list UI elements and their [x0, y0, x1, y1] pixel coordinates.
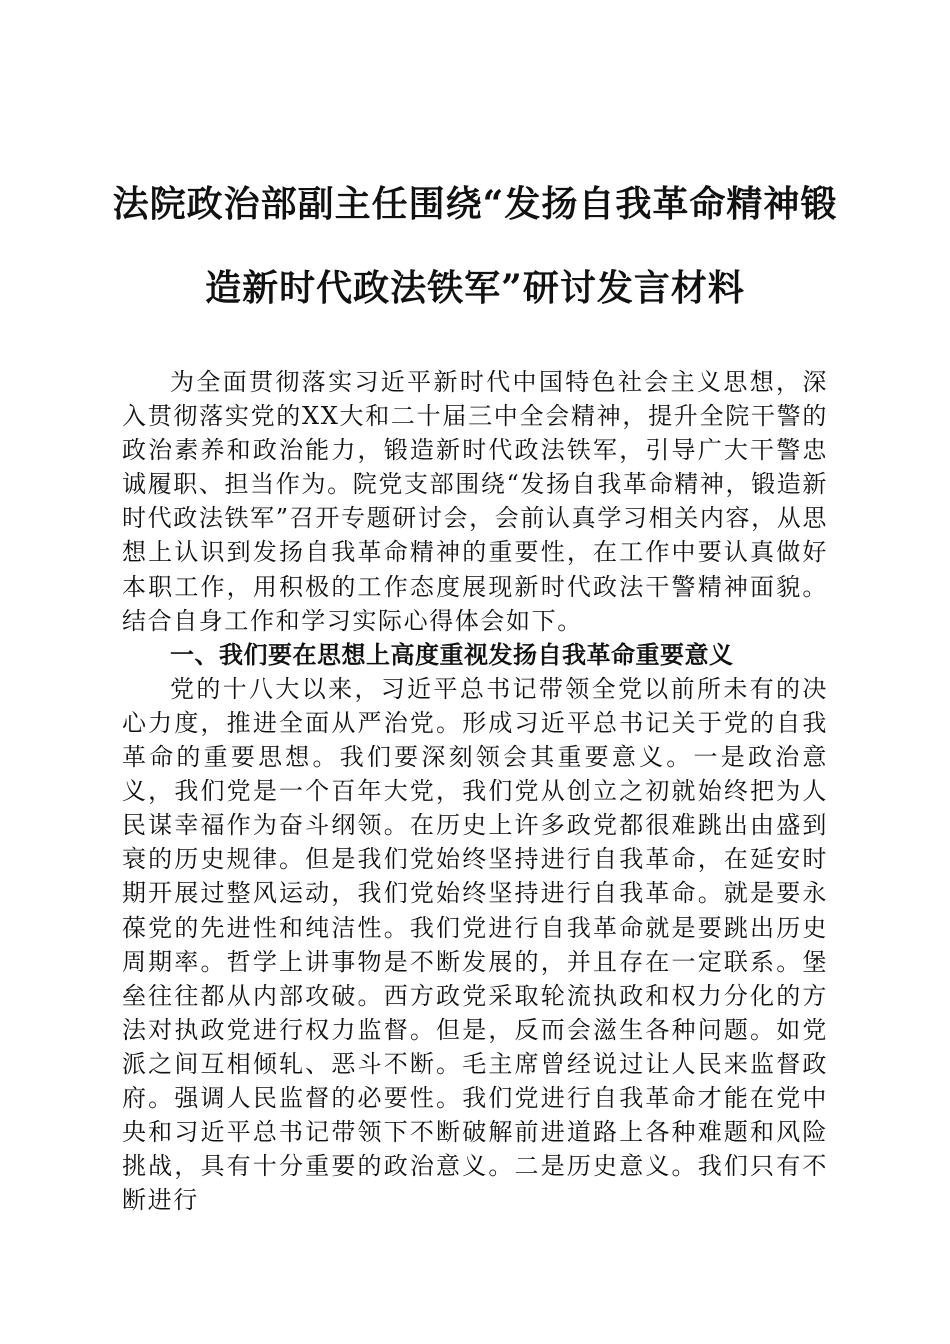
document-body	[122, 365, 828, 1217]
title-line-1: 法院政治部副主任围绕“发扬自我革命精神锻	[112, 183, 838, 225]
section-heading-1: 一、我们要在思想上高度重视发扬自我革命重要意义	[170, 639, 734, 669]
document-title	[110, 162, 840, 330]
section-1-paragraph: 党的十八大以来，习近平总书记带领全党以前所未有的决心力度，推进全面从严治党。形成习近平总书记关于党的自我革命的重要思想。我们要深刻领会其重要意义。一是政治意义，我们党是一个百年大党，我们党从创立之初就始终把为人民谋幸福作为奋斗纲领。在历史上许多政党都很难跳出由盛到衰的历史规律。但是我们党始终坚持进行自我革命，在延安时期开展过整风运动，我们党始终坚持进行自我革命。就是要永葆党的先进性和纯洁性。我们党进行自我革命就是要跳出历史周期率。哲学上讲事物是不断发展的，并且存在一定联系。堡垒往往都从内部攻破。西方政党采取轮流执政和权力分化的方法对执政党进行权力监督。但是，反而会滋生各种问题。如党派之间互相倾轧、恶斗不断。毛主席曾经说过让人民来监督政府。强调人民监督的必要性。我们党进行自我革命才能在党中央和习近平总书记带领下不断破解前进道路上各种难题和风险挑战，具有十分重要的政治意义。二是历史意义。我们只有不断进行	[122, 674, 828, 1215]
title-line-2: 造新时代政法铁军”研讨发言材料	[205, 267, 745, 309]
intro-paragraph: 为全面贯彻落实习近平新时代中国特色社会主义思想，深入贯彻落实党的XX大和二十届三中全会精神，提升全院干警的政治素养和政治能力，锻造新时代政法铁军，引导广大干警忠诚履职、担当作为。院党支部围绕“发扬自我革命精神，锻造新时代政法铁军”召开专题研讨会，会前认真学习相关内容，从思想上认识到发扬自我革命精神的重要性，在工作中要认真做好本职工作，用积极的工作态度展现新时代政法干警精神面貌。结合自身工作和学习实际心得体会如下。	[122, 368, 828, 635]
